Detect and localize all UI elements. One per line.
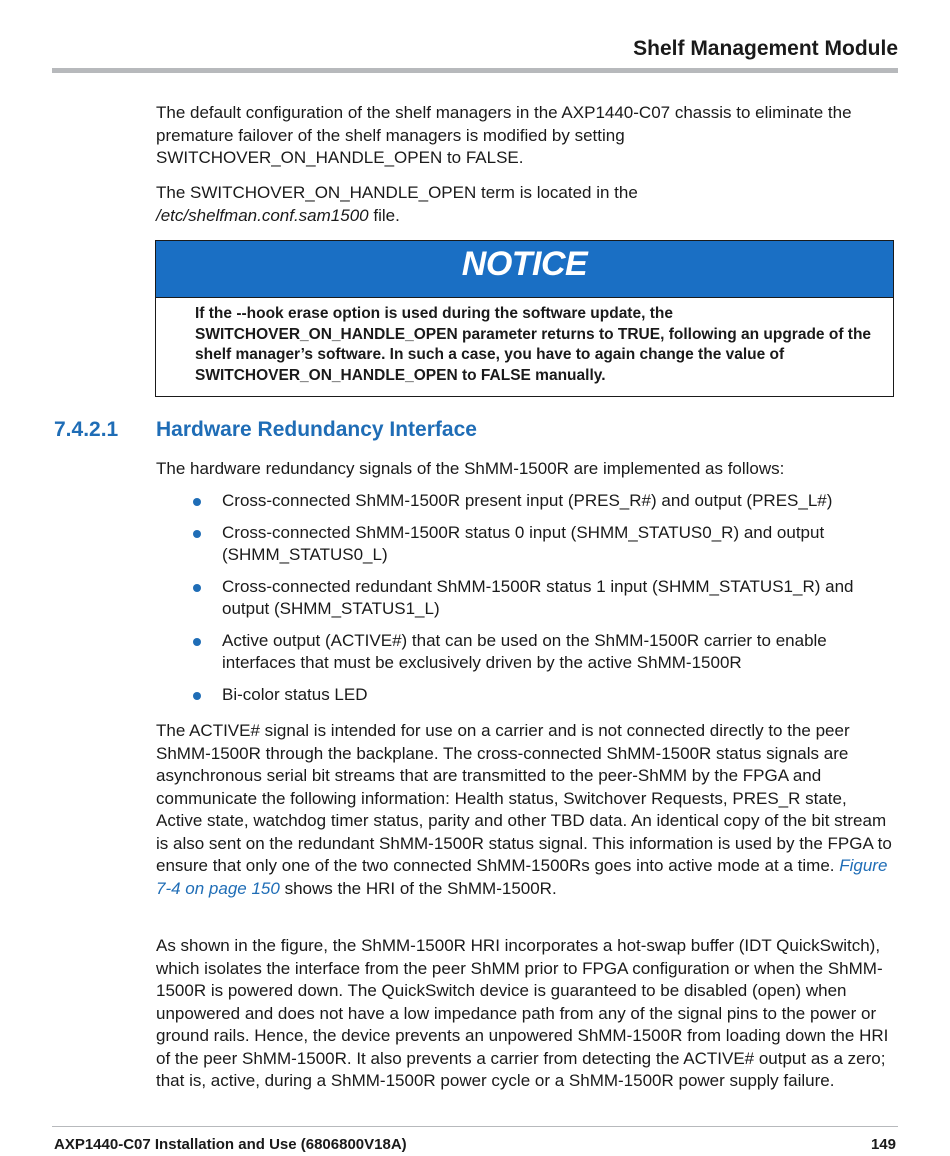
bullet-icon — [193, 692, 201, 700]
section-intro: The hardware redundancy signals of the ShMM-1500R are implemented as follows: — [156, 459, 785, 478]
active-signal-text: The ACTIVE# signal is intended for use on a carrier and is not connected directly to the peer ShMM-1500R through the backplane. The cross-connected ShMM-1500R status signals are asynchronous serial bit streams that are transmitted to the peer-ShMM by the FPGA and communicate the following information: Health status, Switchover Requests, PRES_R state, Active state, watchdog timer status, parity and other TBD data. An identical copy of the bit stream is also sent on the redundant ShMM-1500R status signal. This information is used by the FPGA to ensure that only one of the two connected ShMM-1500Rs goes into active mode at a time. — [156, 721, 892, 875]
list-item — [156, 576, 898, 621]
bullet-list — [156, 490, 898, 715]
config-location-suffix: file. — [368, 205, 400, 225]
footer-document-title: AXP1440-C07 Installation and Use (6806800V18A) — [54, 1136, 407, 1153]
bullet-icon — [193, 498, 201, 506]
list-item — [156, 522, 898, 567]
list-item-text: Cross-connected ShMM-1500R present input (PRES_R#) and output (PRES_L#) — [222, 491, 833, 510]
list-item-text: Bi-color status LED — [222, 684, 368, 704]
footer-divider — [52, 1126, 898, 1127]
paragraph-hri-description: As shown in the figure, the ShMM-1500R HRI incorporates a hot-swap buffer (IDT QuickSwitch), which isolates the interface from the peer ShMM prior to FPGA configuration or when the ShMM-1500R is powered down. The QuickSwitch device is guaranteed to be disabled (open) when unpowered and does not have a low impedance path from any of the signal pins to the power or ground rails. Hence, the device prevents an unpowered ShMM-1500R from loading down the HRI of the peer ShMM-1500R. It also prevents a carrier from detecting the ACTIVE# output as a zero; that is, active, during a ShMM-1500R power cycle or a ShMM-1500R power supply failure. — [156, 936, 889, 1090]
list-item — [156, 630, 898, 675]
config-location-text: The SWITCHOVER_ON_HANDLE_OPEN term is located in the — [156, 183, 638, 202]
list-item-text: Cross-connected ShMM-1500R status 0 input (SHMM_STATUS0_R) and output (SHMM_STATUS0_L) — [222, 522, 825, 564]
bullet-icon — [193, 584, 201, 592]
list-item-text: Active output (ACTIVE#) that can be used on the ShMM-1500R carrier to enable interfaces that must be exclusively driven by the active ShMM-1500R — [222, 630, 827, 672]
list-item — [156, 490, 898, 513]
notice-box — [155, 240, 894, 397]
notice-body-text: If the --hook erase option is used during the software update, the SWITCHOVER_ON_HANDLE_OPEN parameter returns to TRUE, following an upgrade of the shelf manager’s software. In such a case, you have to again change the value of SWITCHOVER_ON_HANDLE_OPEN to FALSE manually. — [195, 305, 872, 384]
bullet-icon — [193, 638, 201, 646]
footer-page-number: 149 — [870, 1136, 896, 1153]
paragraph-active-signal — [156, 720, 896, 900]
section-title: Hardware Redundancy Interface — [156, 418, 477, 441]
figure-reference-link[interactable]: Figure 7-4 on page 150 — [156, 856, 888, 898]
bullet-icon — [193, 530, 201, 538]
paragraph-config-location — [156, 182, 896, 227]
header-divider — [52, 68, 898, 73]
notice-heading: NOTICE — [156, 241, 893, 298]
active-signal-suffix: shows the HRI of the ShMM-1500R. — [279, 878, 557, 898]
list-item — [156, 684, 898, 707]
list-item-text: Cross-connected redundant ShMM-1500R status 1 input (SHMM_STATUS1_R) and output (SHMM_STATUS1_L) — [222, 576, 854, 618]
config-file-path: /etc/shelfman.conf.sam1500 — [156, 205, 369, 225]
paragraph-default-config: The default configuration of the shelf managers in the AXP1440-C07 chassis to eliminate the premature failover of the shelf managers is modified by setting SWITCHOVER_ON_HANDLE_OPEN to FALSE. — [156, 103, 852, 167]
page-header-title: Shelf Management Module — [633, 37, 898, 60]
section-number: 7.4.2.1 — [54, 418, 119, 441]
